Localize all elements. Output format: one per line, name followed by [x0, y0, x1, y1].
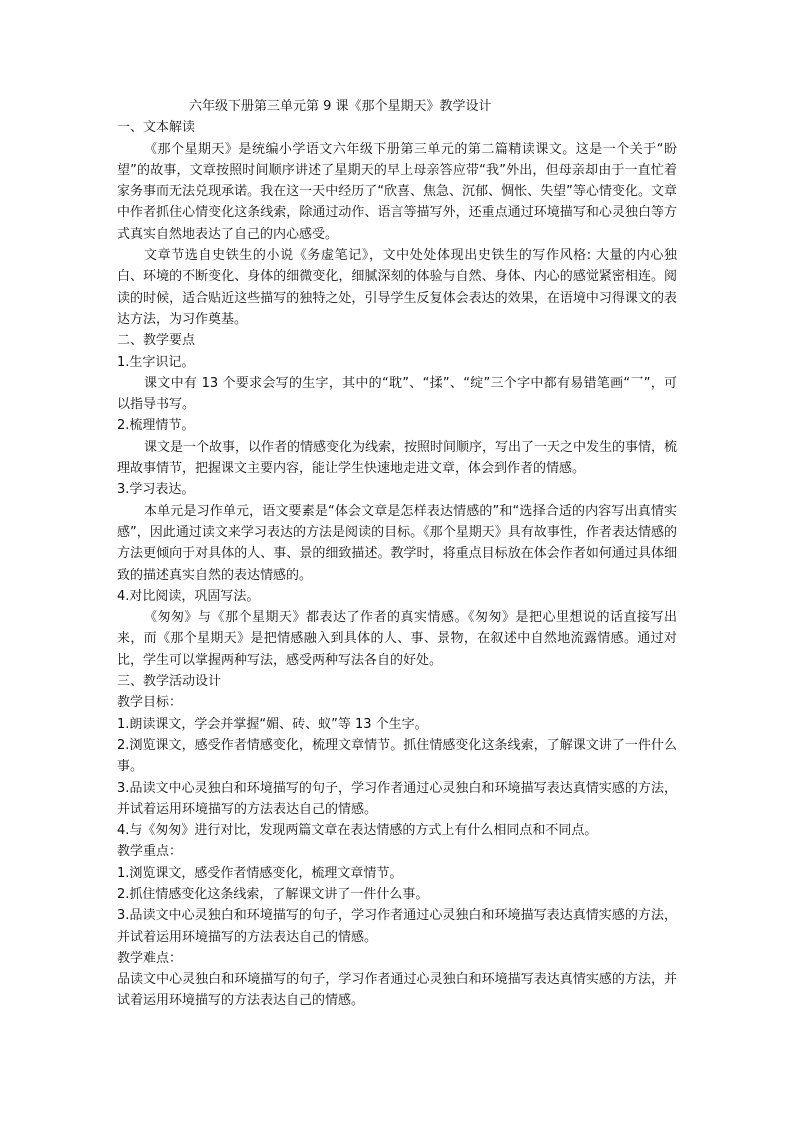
paragraph: 文章节选自史铁生的小说《务虚笔记》，文中处处体现出史铁生的写作风格: 大量的内心独白、环境的不断变化、身体的细微变化，细腻深刻的体验与自然、身体、内心的感觉紧密相连。阅读的时候，适合贴近这些描写的独特之处，引导学生反复体会表达的效果，在语境中习得课文的表达方法，为习作奠基。 — [117, 248, 677, 327]
paragraph: 本单元是习作单元，语文要素是“体会文章是怎样表达情感的”和“选择合适的内容写出真情实感”，因此通过读文来学习表达的方法是阅读的目标。《那个星期天》具有故事性，作者表达情感的方法更倾向于对具体的人、事、景的细致描述。教学时，将重点目标放在体会作者如何通过具体细致的描述真实自然的表达情感的。 — [117, 503, 677, 583]
list-item: 4.与《匆匆》进行对比，发现两篇文章在表达情感的方式上有什么相同点和不同点。 — [117, 823, 598, 839]
item-heading: 2.梳理情节。 — [117, 418, 195, 434]
list-item: 1.浏览课文，感受作者情感变化，梳理文章情节。 — [117, 865, 403, 881]
list-item: 1.朗读课文，学会并掌握“媚、砖、蚁”等 13 个生字。 — [117, 716, 428, 732]
goals-label: 教学目标： — [117, 695, 183, 711]
section-heading-text-analysis: 一、文本解读 — [117, 120, 196, 136]
difficulty-label: 教学难点： — [117, 950, 183, 966]
item-heading: 1.生字识记。 — [117, 354, 195, 370]
list-item: 2.浏览课文，感受作者情感变化，梳理文章情节。抓住情感变化这条线索，了解课文讲了一件什么事。 — [117, 737, 677, 775]
list-item: 2.抓住情感变化这条线索，了解课文讲了一件什么事。 — [117, 886, 429, 902]
paragraph: 课文中有 13 个要求会写的生字，其中的“耽”、“揉”、“绽”三个字中都有易错笔画“乛”，可以指导书写。 — [117, 375, 677, 413]
list-item: 3.品读文中心灵独白和环境描写的句子，学习作者通过心灵独白和环境描写表达真情实感的方法，并试着运用环境描写的方法表达自己的情感。 — [117, 908, 677, 945]
item-heading: 4.对比阅读，巩固写法。 — [117, 588, 260, 604]
paragraph: 《那个星期天》是统编小学语文六年级下册第三单元的第二篇精读课文。这是一个关于“盼望”的故事，文章按照时间顺序讲述了星期天的早上母亲答应带“我”外出，但母亲却由于一直忙着家务事而无法兑现承诺。我在这一天中经历了“欣喜、焦急、沉郁、惆怅、失望”等心情变化。文章中作者抓住心情变化这条线索，除通过动作、语言等描写外，还重点通过环境描写和心灵独白等方式真实自然地表达了自己的内心感受。 — [117, 141, 677, 242]
section-heading-teaching-points: 二、教学要点 — [117, 333, 196, 349]
document-title: 六年级下册第三单元第 9 课《那个星期天》教学设计 — [189, 99, 492, 114]
item-heading: 3.学习表达。 — [117, 482, 195, 498]
paragraph: 《匆匆》与《那个星期天》都表达了作者的真实情感。《匆匆》是把心里想说的话直接写出来，而《那个星期天》是把情感融入到具体的人、事、景物，在叙述中自然地流露情感。通过对比，学生可以掌握两种写法，感受两种写法各自的好处。 — [117, 610, 677, 668]
paragraph: 品读文中心灵独白和环境描写的句子，学习作者通过心灵独白和环境描写表达真情实感的方法，并试着运用环境描写的方法表达自己的情感。 — [117, 972, 677, 1009]
document-body — [117, 96, 677, 1012]
list-item: 3.品读文中心灵独白和环境描写的句子，学习作者通过心灵独白和环境描写表达真情实感的方法，并试着运用环境描写的方法表达自己的情感。 — [117, 780, 677, 817]
paragraph: 课文是一个故事，以作者的情感变化为线索，按照时间顺序，写出了一天之中发生的事情，梳理故事情节，把握课文主要内容，能让学生快速地走进文章，体会到作者的情感。 — [117, 439, 678, 477]
section-heading-activity-design: 三、教学活动设计 — [117, 674, 222, 690]
key-points-label: 教学重点： — [117, 844, 183, 860]
